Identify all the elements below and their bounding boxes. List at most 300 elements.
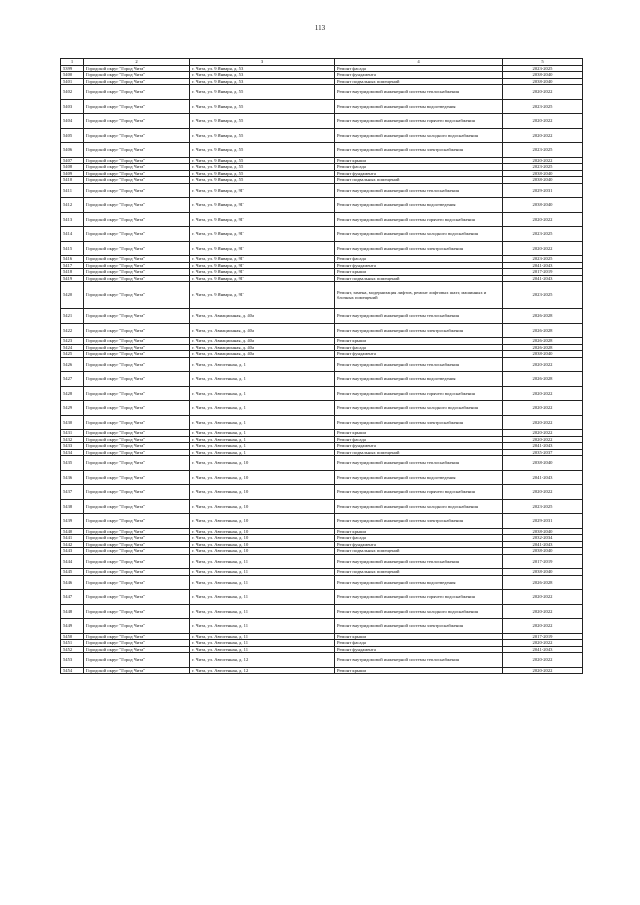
address-cell: г. Чита, ул. Автогенная, д. 10 xyxy=(190,514,335,529)
municipality-cell: Городской округ "Город Чита" xyxy=(84,590,190,605)
municipality-cell: Городской округ "Город Чита" xyxy=(84,401,190,416)
work-type-cell: Ремонт внутридомовой инженерной системы горячего водоснабжения xyxy=(335,485,503,500)
municipality-cell: Городской округ "Город Чита" xyxy=(84,569,190,576)
address-cell: г. Чита, ул. 9 Января, д. 55 xyxy=(190,85,335,100)
municipality-cell: Городской округ "Город Чита" xyxy=(84,99,190,114)
row-number-cell: 5449 xyxy=(61,619,84,634)
row-number-cell: 5421 xyxy=(61,309,84,324)
period-cell: 2017-2019 xyxy=(503,633,583,640)
municipality-cell: Городской округ "Город Чита" xyxy=(84,338,190,345)
column-number: 2 xyxy=(84,59,190,66)
address-cell: г. Чита, ул. Автогенная, д. 11 xyxy=(190,619,335,634)
period-cell: 2041-2043 xyxy=(503,443,583,450)
table-row xyxy=(61,401,583,416)
row-number-cell: 5439 xyxy=(61,514,84,529)
address-cell: г. Чита, ул. 9 Января, д. 9Г xyxy=(190,227,335,242)
municipality-cell: Городской округ "Город Чита" xyxy=(84,351,190,358)
work-type-cell: Ремонт крыши xyxy=(335,430,503,437)
work-type-cell: Ремонт крыши xyxy=(335,528,503,535)
work-type-cell: Ремонт внутридомовой инженерной системы электроснабжения xyxy=(335,241,503,256)
work-type-cell: Ремонт внутридомовой инженерной системы водоотведения xyxy=(335,372,503,387)
work-type-cell: Ремонт внутридомовой инженерной системы теплоснабжения xyxy=(335,309,503,324)
row-number-cell: 5442 xyxy=(61,541,84,548)
municipality-cell: Городской округ "Город Чита" xyxy=(84,128,190,143)
address-cell: г. Чита, ул. 9 Января, д. 53 xyxy=(190,72,335,79)
period-cell: 2041-2043 xyxy=(503,541,583,548)
address-cell: г. Чита, ул. 9 Января, д. 9Г xyxy=(190,198,335,213)
row-number-cell: 5438 xyxy=(61,499,84,514)
table-row xyxy=(61,143,583,158)
row-number-cell: 5413 xyxy=(61,212,84,227)
row-number-cell: 5441 xyxy=(61,535,84,542)
row-number-cell: 5419 xyxy=(61,275,84,282)
address-cell: г. Чита, ул. Автогенная, д. 1 xyxy=(190,401,335,416)
row-number-cell: 5412 xyxy=(61,198,84,213)
row-number-cell: 5444 xyxy=(61,554,84,569)
row-number-cell: 5448 xyxy=(61,604,84,619)
municipality-cell: Городской округ "Город Чита" xyxy=(84,282,190,309)
address-cell: г. Чита, ул. Авиационная, д. 40а xyxy=(190,309,335,324)
address-cell: г. Чита, ул. Автогенная, д. 11 xyxy=(190,590,335,605)
address-cell: г. Чита, ул. Автогенная, д. 11 xyxy=(190,646,335,653)
period-cell: 2020-2022 xyxy=(503,619,583,634)
table-row xyxy=(61,514,583,529)
work-type-cell: Ремонт внутридомовой инженерной системы водоотведения xyxy=(335,575,503,590)
municipality-cell: Городской округ "Город Чита" xyxy=(84,183,190,198)
period-cell: 2020-2022 xyxy=(503,114,583,129)
address-cell: г. Чита, ул. 9 Января, д. 55 xyxy=(190,170,335,177)
work-type-cell: Ремонт внутридомовой инженерной системы горячего водоснабжения xyxy=(335,590,503,605)
municipality-cell: Городской округ "Город Чита" xyxy=(84,78,190,85)
work-type-cell: Ремонт внутридомовой инженерной системы горячего водоснабжения xyxy=(335,386,503,401)
work-type-cell: Ремонт внутридомовой инженерной системы горячего водоснабжения xyxy=(335,114,503,129)
row-number-cell: 5435 xyxy=(61,456,84,471)
municipality-cell: Городской округ "Город Чита" xyxy=(84,65,190,72)
table-row xyxy=(61,554,583,569)
table-row xyxy=(61,590,583,605)
work-type-cell: Ремонт подвальных помещений xyxy=(335,449,503,456)
period-cell: 2038-2040 xyxy=(503,198,583,213)
municipality-cell: Городской округ "Город Чита" xyxy=(84,604,190,619)
work-type-cell: Ремонт внутридомовой инженерной системы теплоснабжения xyxy=(335,653,503,668)
work-type-cell: Ремонт подвальных помещений xyxy=(335,177,503,184)
period-cell: 2023-2025 xyxy=(503,499,583,514)
table-row xyxy=(61,212,583,227)
work-type-cell: Ремонт внутридомовой инженерной системы водоотведения xyxy=(335,470,503,485)
row-number-cell: 5411 xyxy=(61,183,84,198)
work-type-cell: Ремонт внутридомовой инженерной системы электроснабжения xyxy=(335,143,503,158)
work-type-cell: Ремонт крыши xyxy=(335,633,503,640)
municipality-cell: Городской округ "Город Чита" xyxy=(84,485,190,500)
column-number: 4 xyxy=(335,59,503,66)
period-cell: 2038-2040 xyxy=(503,569,583,576)
row-number-cell: 5446 xyxy=(61,575,84,590)
work-type-cell: Ремонт внутридомовой инженерной системы горячего водоснабжения xyxy=(335,212,503,227)
work-type-cell: Ремонт внутридомовой инженерной системы холодного водоснабжения xyxy=(335,499,503,514)
work-type-cell: Ремонт подвальных помещений xyxy=(335,548,503,555)
period-cell: 2038-2040 xyxy=(503,456,583,471)
municipality-cell: Городской округ "Город Чита" xyxy=(84,541,190,548)
period-cell: 2020-2022 xyxy=(503,604,583,619)
row-number-cell: 5427 xyxy=(61,372,84,387)
row-number-cell: 5445 xyxy=(61,569,84,576)
municipality-cell: Городской округ "Город Чита" xyxy=(84,640,190,647)
row-number-cell: 5424 xyxy=(61,344,84,351)
address-cell: г. Чита, ул. Автогенная, д. 1 xyxy=(190,386,335,401)
row-number-cell: 5416 xyxy=(61,256,84,263)
table-row xyxy=(61,604,583,619)
row-number-cell: 5440 xyxy=(61,528,84,535)
address-cell: г. Чита, ул. Автогенная, д. 11 xyxy=(190,575,335,590)
row-number-cell: 5414 xyxy=(61,227,84,242)
column-number: 5 xyxy=(503,59,583,66)
period-cell: 2038-2040 xyxy=(503,528,583,535)
municipality-cell: Городской округ "Город Чита" xyxy=(84,554,190,569)
address-cell: г. Чита, ул. 9 Января, д. 9Г xyxy=(190,282,335,309)
row-number-cell: 5443 xyxy=(61,548,84,555)
row-number-cell: 5453 xyxy=(61,653,84,668)
row-number-cell: 5436 xyxy=(61,470,84,485)
work-type-cell: Ремонт внутридомовой инженерной системы холодного водоснабжения xyxy=(335,128,503,143)
work-type-cell: Ремонт фундамента xyxy=(335,72,503,79)
row-number-cell: 5415 xyxy=(61,241,84,256)
work-type-cell: Ремонт фундамента xyxy=(335,646,503,653)
address-cell: г. Чита, ул. 9 Января, д. 9Г xyxy=(190,275,335,282)
row-number-cell: 5404 xyxy=(61,114,84,129)
address-cell: г. Чита, ул. 9 Января, д. 55 xyxy=(190,99,335,114)
period-cell: 2041-2043 xyxy=(503,470,583,485)
period-cell: 2032-2034 xyxy=(503,535,583,542)
row-number-cell: 5450 xyxy=(61,633,84,640)
row-number-cell: 5454 xyxy=(61,667,84,674)
table-row xyxy=(61,667,583,674)
table-row xyxy=(61,282,583,309)
work-type-cell: Ремонт фасада xyxy=(335,436,503,443)
row-number-cell: 5405 xyxy=(61,128,84,143)
period-cell: 2023-2025 xyxy=(503,227,583,242)
work-type-cell: Ремонт внутридомовой инженерной системы электроснабжения xyxy=(335,619,503,634)
period-cell: 2020-2022 xyxy=(503,241,583,256)
municipality-cell: Городской округ "Город Чита" xyxy=(84,269,190,276)
work-type-cell: Ремонт крыши xyxy=(335,338,503,345)
address-cell: г. Чита, ул. Автогенная, д. 10 xyxy=(190,541,335,548)
address-cell: г. Чита, ул. Автогенная, д. 1 xyxy=(190,415,335,430)
row-number-cell: 5433 xyxy=(61,443,84,450)
period-cell: 2026-2028 xyxy=(503,323,583,338)
row-number-cell: 5403 xyxy=(61,99,84,114)
row-number-cell: 5428 xyxy=(61,386,84,401)
table-row xyxy=(61,415,583,430)
table-row xyxy=(61,619,583,634)
row-number-cell: 5451 xyxy=(61,640,84,647)
address-cell: г. Чита, ул. 9 Января, д. 55 xyxy=(190,177,335,184)
period-cell: 2023-2025 xyxy=(503,256,583,263)
table-row xyxy=(61,499,583,514)
schedule-table xyxy=(60,58,583,674)
table-row xyxy=(61,198,583,213)
work-type-cell: Ремонт фасада xyxy=(335,164,503,171)
address-cell: г. Чита, ул. 9 Января, д. 9Г xyxy=(190,212,335,227)
work-type-cell: Ремонт фасада xyxy=(335,640,503,647)
table-row xyxy=(61,241,583,256)
work-type-cell: Ремонт внутридомовой инженерной системы теплоснабжения xyxy=(335,183,503,198)
address-cell: г. Чита, ул. 9 Января, д. 55 xyxy=(190,128,335,143)
period-cell: 2020-2022 xyxy=(503,640,583,647)
municipality-cell: Городской округ "Город Чита" xyxy=(84,357,190,372)
period-cell: 2026-2028 xyxy=(503,338,583,345)
period-cell: 2038-2040 xyxy=(503,170,583,177)
address-cell: г. Чита, ул. Авиационная, д. 40а xyxy=(190,338,335,345)
row-number-cell: 5408 xyxy=(61,164,84,171)
municipality-cell: Городской округ "Город Чита" xyxy=(84,575,190,590)
period-cell: 2026-2028 xyxy=(503,575,583,590)
work-type-cell: Ремонт внутридомовой инженерной системы водоотведения xyxy=(335,198,503,213)
municipality-cell: Городской округ "Город Чита" xyxy=(84,256,190,263)
period-cell: 2023-2025 xyxy=(503,282,583,309)
row-number-cell: 5418 xyxy=(61,269,84,276)
period-cell: 2023-2025 xyxy=(503,65,583,72)
period-cell: 2020-2022 xyxy=(503,128,583,143)
work-type-cell: Ремонт внутридомовой инженерной системы теплоснабжения xyxy=(335,357,503,372)
page-number: 113 xyxy=(314,24,326,32)
address-cell: г. Чита, ул. Авиационная, д. 40а xyxy=(190,344,335,351)
municipality-cell: Городской округ "Город Чита" xyxy=(84,72,190,79)
address-cell: г. Чита, ул. Автогенная, д. 10 xyxy=(190,499,335,514)
table-row xyxy=(61,386,583,401)
table-row xyxy=(61,456,583,471)
table-row xyxy=(61,128,583,143)
work-type-cell: Ремонт внутридомовой инженерной системы теплоснабжения xyxy=(335,456,503,471)
row-number-cell: 5434 xyxy=(61,449,84,456)
municipality-cell: Городской округ "Город Чита" xyxy=(84,528,190,535)
municipality-cell: Городской округ "Город Чита" xyxy=(84,212,190,227)
row-number-cell: 5420 xyxy=(61,282,84,309)
municipality-cell: Городской округ "Город Чита" xyxy=(84,143,190,158)
address-cell: г. Чита, ул. Автогенная, д. 10 xyxy=(190,548,335,555)
address-cell: г. Чита, ул. Автогенная, д. 1 xyxy=(190,443,335,450)
work-type-cell: Ремонт внутридомовой инженерной системы теплоснабжения xyxy=(335,85,503,100)
row-number-cell: 5452 xyxy=(61,646,84,653)
municipality-cell: Городской округ "Город Чита" xyxy=(84,449,190,456)
municipality-cell: Городской округ "Город Чита" xyxy=(84,344,190,351)
period-cell: 2038-2040 xyxy=(503,72,583,79)
address-cell: г. Чита, ул. Автогенная, д. 12 xyxy=(190,667,335,674)
address-cell: г. Чита, ул. 9 Января, д. 9Г xyxy=(190,256,335,263)
address-cell: г. Чита, ул. Автогенная, д. 10 xyxy=(190,535,335,542)
address-cell: г. Чита, ул. 9 Января, д. 55 xyxy=(190,157,335,164)
table-body xyxy=(61,65,583,674)
period-cell: 2026-2028 xyxy=(503,372,583,387)
work-type-cell: Ремонт, замена, модернизация лифтов, ремонт лифтовых шахт, машинных и блочных помещений xyxy=(335,282,503,309)
municipality-cell: Городской округ "Город Чита" xyxy=(84,653,190,668)
address-cell: г. Чита, ул. Автогенная, д. 11 xyxy=(190,569,335,576)
table-row xyxy=(61,485,583,500)
period-cell: 2020-2022 xyxy=(503,436,583,443)
address-cell: г. Чита, ул. Автогенная, д. 10 xyxy=(190,470,335,485)
address-cell: г. Чита, ул. 9 Января, д. 9Г xyxy=(190,262,335,269)
municipality-cell: Городской округ "Город Чита" xyxy=(84,436,190,443)
address-cell: г. Чита, ул. Автогенная, д. 10 xyxy=(190,485,335,500)
work-type-cell: Ремонт крыши xyxy=(335,667,503,674)
address-cell: г. Чита, ул. Автогенная, д. 1 xyxy=(190,357,335,372)
address-cell: г. Чита, ул. Автогенная, д. 11 xyxy=(190,604,335,619)
row-number-cell: 5432 xyxy=(61,436,84,443)
period-cell: 2020-2022 xyxy=(503,485,583,500)
table-row xyxy=(61,114,583,129)
address-cell: г. Чита, ул. 9 Января, д. 9Г xyxy=(190,183,335,198)
period-cell: 2020-2022 xyxy=(503,212,583,227)
work-type-cell: Ремонт фундамента xyxy=(335,541,503,548)
municipality-cell: Городской округ "Город Чита" xyxy=(84,430,190,437)
municipality-cell: Городской округ "Город Чита" xyxy=(84,619,190,634)
row-number-cell: 5422 xyxy=(61,323,84,338)
row-number-cell: 5402 xyxy=(61,85,84,100)
row-number-cell: 5410 xyxy=(61,177,84,184)
period-cell: 2020-2022 xyxy=(503,430,583,437)
row-number-cell: 5407 xyxy=(61,157,84,164)
municipality-cell: Городской округ "Город Чита" xyxy=(84,548,190,555)
work-type-cell: Ремонт подвальных помещений xyxy=(335,78,503,85)
row-number-cell: 5400 xyxy=(61,72,84,79)
period-cell: 2017-2019 xyxy=(503,554,583,569)
address-cell: г. Чита, ул. 9 Января, д. 9Г xyxy=(190,269,335,276)
row-number-cell: 5437 xyxy=(61,485,84,500)
period-cell: 2029-2031 xyxy=(503,183,583,198)
work-type-cell: Ремонт подвальных помещений xyxy=(335,569,503,576)
municipality-cell: Городской округ "Город Чита" xyxy=(84,443,190,450)
row-number-cell: 5409 xyxy=(61,170,84,177)
municipality-cell: Городской округ "Город Чита" xyxy=(84,667,190,674)
address-cell: г. Чита, ул. Автогенная, д. 1 xyxy=(190,430,335,437)
municipality-cell: Городской округ "Город Чита" xyxy=(84,470,190,485)
work-type-cell: Ремонт фасада xyxy=(335,256,503,263)
municipality-cell: Городской округ "Город Чита" xyxy=(84,275,190,282)
table-row xyxy=(61,575,583,590)
column-number: 1 xyxy=(61,59,84,66)
period-cell: 2041-2043 xyxy=(503,646,583,653)
municipality-cell: Городской округ "Город Чита" xyxy=(84,323,190,338)
municipality-cell: Городской округ "Город Чита" xyxy=(84,646,190,653)
work-type-cell: Ремонт внутридомовой инженерной системы холодного водоснабжения xyxy=(335,227,503,242)
period-cell: 2023-2025 xyxy=(503,143,583,158)
table-row xyxy=(61,183,583,198)
row-number-cell: 5417 xyxy=(61,262,84,269)
address-cell: г. Чита, ул. 9 Января, д. 55 xyxy=(190,164,335,171)
column-number: 3 xyxy=(190,59,335,66)
period-cell: 2026-2028 xyxy=(503,344,583,351)
municipality-cell: Городской округ "Город Чита" xyxy=(84,415,190,430)
work-type-cell: Ремонт внутридомовой инженерной системы холодного водоснабжения xyxy=(335,401,503,416)
period-cell: 2023-2025 xyxy=(503,99,583,114)
row-number-cell: 5429 xyxy=(61,401,84,416)
address-cell: г. Чита, ул. 9 Января, д. 53 xyxy=(190,65,335,72)
work-type-cell: Ремонт внутридомовой инженерной системы теплоснабжения xyxy=(335,554,503,569)
work-type-cell: Ремонт фасада xyxy=(335,65,503,72)
work-type-cell: Ремонт фундамента xyxy=(335,262,503,269)
work-type-cell: Ремонт фундамента xyxy=(335,351,503,358)
address-cell: г. Чита, ул. Автогенная, д. 10 xyxy=(190,528,335,535)
municipality-cell: Городской округ "Город Чита" xyxy=(84,177,190,184)
address-cell: г. Чита, ул. 9 Января, д. 53 xyxy=(190,78,335,85)
work-type-cell: Ремонт фасада xyxy=(335,535,503,542)
period-cell: 2020-2022 xyxy=(503,653,583,668)
work-type-cell: Ремонт внутридомовой инженерной системы водоотведения xyxy=(335,99,503,114)
address-cell: г. Чита, ул. Автогенная, д. 1 xyxy=(190,436,335,443)
address-cell: г. Чита, ул. Автогенная, д. 1 xyxy=(190,449,335,456)
period-cell: 2038-2040 xyxy=(503,351,583,358)
municipality-cell: Городской округ "Город Чита" xyxy=(84,386,190,401)
row-number-cell: 5431 xyxy=(61,430,84,437)
work-type-cell: Ремонт крыши xyxy=(335,269,503,276)
period-cell: 2041-2043 xyxy=(503,275,583,282)
municipality-cell: Городской округ "Город Чита" xyxy=(84,164,190,171)
municipality-cell: Городской округ "Город Чита" xyxy=(84,157,190,164)
address-cell: г. Чита, ул. Автогенная, д. 11 xyxy=(190,640,335,647)
period-cell: 2038-2040 xyxy=(503,548,583,555)
period-cell: 2020-2022 xyxy=(503,357,583,372)
table-row xyxy=(61,85,583,100)
municipality-cell: Городской округ "Город Чита" xyxy=(84,227,190,242)
municipality-cell: Городской округ "Город Чита" xyxy=(84,514,190,529)
work-type-cell: Ремонт внутридомовой инженерной системы электроснабжения xyxy=(335,514,503,529)
municipality-cell: Городской округ "Город Чита" xyxy=(84,456,190,471)
address-cell: г. Чита, ул. Автогенная, д. 12 xyxy=(190,653,335,668)
period-cell: 2020-2022 xyxy=(503,415,583,430)
address-cell: г. Чита, ул. Авиационная, д. 40а xyxy=(190,323,335,338)
table-row xyxy=(61,99,583,114)
work-type-cell: Ремонт фундамента xyxy=(335,443,503,450)
work-type-cell: Ремонт фасада xyxy=(335,344,503,351)
period-cell: 2020-2022 xyxy=(503,85,583,100)
municipality-cell: Городской округ "Город Чита" xyxy=(84,198,190,213)
work-type-cell: Ремонт внутридомовой инженерной системы электроснабжения xyxy=(335,323,503,338)
address-cell: г. Чита, ул. 9 Января, д. 55 xyxy=(190,143,335,158)
address-cell: г. Чита, ул. 9 Января, д. 55 xyxy=(190,114,335,129)
municipality-cell: Городской округ "Город Чита" xyxy=(84,372,190,387)
period-cell: 2038-2040 xyxy=(503,78,583,85)
municipality-cell: Городской округ "Город Чита" xyxy=(84,85,190,100)
table-row xyxy=(61,372,583,387)
work-type-cell: Ремонт внутридомовой инженерной системы электроснабжения xyxy=(335,415,503,430)
address-cell: г. Чита, ул. Автогенная, д. 11 xyxy=(190,554,335,569)
table-row xyxy=(61,227,583,242)
work-type-cell: Ремонт подвальных помещений xyxy=(335,275,503,282)
row-number-cell: 5406 xyxy=(61,143,84,158)
period-cell: 2026-2028 xyxy=(503,309,583,324)
municipality-cell: Городской округ "Город Чита" xyxy=(84,633,190,640)
table-row xyxy=(61,323,583,338)
address-cell: г. Чита, ул. Автогенная, д. 1 xyxy=(190,372,335,387)
address-cell: г. Чита, ул. Автогенная, д. 11 xyxy=(190,633,335,640)
address-cell: г. Чита, ул. 9 Января, д. 9Г xyxy=(190,241,335,256)
period-cell: 2020-2022 xyxy=(503,386,583,401)
work-type-cell: Ремонт внутридомовой инженерной системы холодного водоснабжения xyxy=(335,604,503,619)
row-number-cell: 5426 xyxy=(61,357,84,372)
row-number-cell: 5447 xyxy=(61,590,84,605)
row-number-cell: 5430 xyxy=(61,415,84,430)
work-type-cell: Ремонт фундамента xyxy=(335,170,503,177)
municipality-cell: Городской округ "Город Чита" xyxy=(84,241,190,256)
municipality-cell: Городской округ "Город Чита" xyxy=(84,535,190,542)
municipality-cell: Городской округ "Город Чита" xyxy=(84,499,190,514)
period-cell: 2023-2025 xyxy=(503,164,583,171)
period-cell: 2020-2022 xyxy=(503,157,583,164)
period-cell: 2020-2022 xyxy=(503,590,583,605)
table-row xyxy=(61,653,583,668)
municipality-cell: Городской округ "Город Чита" xyxy=(84,170,190,177)
period-cell: 2038-2040 xyxy=(503,177,583,184)
table-row xyxy=(61,309,583,324)
